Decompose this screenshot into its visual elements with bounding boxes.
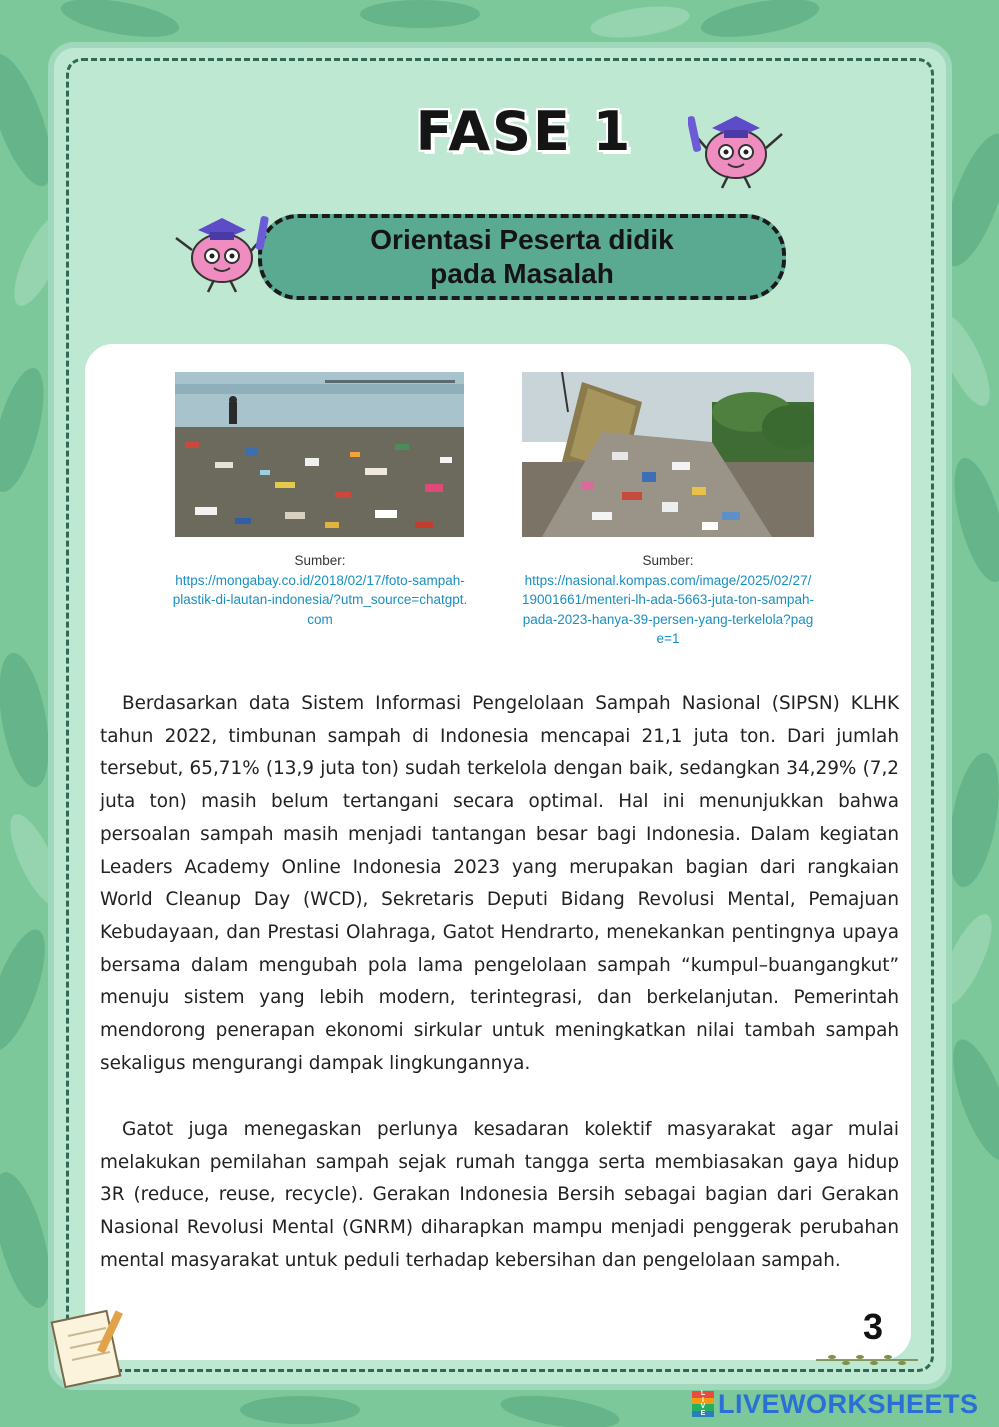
- body-paragraph-2: Gatot juga menegaskan perlunya kesadaran kolektif masyarakat agar mulai melakukan pemilahan sampah sejak rumah tangga serta membiasakan gaya hidup 3R (reduce, reuse, recycle). Gerakan Indonesia Bersih sebagai bagian dari Gerakan Nasional Revolusi Mental (GNRM) diharapkan mampu menjadi penggerak perubahan mental masyarakat untuk peduli terhadap kebersihan dan pengelolaan sampah.: [100, 1119, 899, 1271]
- brain-mascot-icon: [688, 112, 788, 192]
- banner-line-2: pada Masalah: [430, 258, 614, 289]
- section-banner: [258, 214, 786, 300]
- badge-letter: I: [692, 1398, 714, 1405]
- badge-letter: E: [692, 1411, 714, 1418]
- sprig-decoration-icon: [812, 1350, 922, 1368]
- banner-line-1: Orientasi Peserta didik: [370, 224, 674, 255]
- liveworksheets-logo[interactable]: [692, 1388, 979, 1420]
- source-link-2[interactable]: https://nasional.kompas.com/image/2025/02/27/19001661/menteri-lh-ada-5663-juta-ton-sampah-pada-2023-hanya-39-persen-yang-terkelola?page=1: [522, 572, 814, 646]
- notebook-pencil-icon: [50, 1302, 136, 1392]
- body-paragraph-1: Berdasarkan data Sistem Informasi Pengelolaan Sampah Nasional (SIPSN) KLHK tahun 2022, timbunan sampah di Indonesia mencapai 21,1 juta ton. Dari jumlah tersebut, 65,71% (13,9 juta ton) sudah terkelola dengan baik, sedangkan 34,29% (7,2 juta ton) masih belum tertangani secara optimal. Hal ini menunjukkan bahwa persoalan sampah masih menjadi tantangan besar bagi Indonesia. Dalam kegiatan Leaders Academy Online Indonesia 2023 yang merupakan bagian dari rangkaian World Cleanup Day (WCD), Sekretaris Deputi Bidang Revolusi Mental, Pemajuan Kebudayaan, dan Prestasi Olahraga, Gatot Hendrarto, menekankan pentingnya upaya bersama dalam mengubah pola lama pengelolaan sampah “kumpul–buangangkut” menuju sistem yang lebih modern, terintegrasi, dan berkelanjutan. Pemerintah mendorong penerapan ekonomi sirkular untuk meningkatkan nilai tambah sampah sekaligus mengurangi dampak lingkungannya.: [100, 693, 899, 1074]
- source-link-1[interactable]: https://mongabay.co.id/2018/02/17/foto-sampah-plastik-di-lautan-indonesia/?utm_source=chatgpt.com: [172, 572, 468, 627]
- badge-letter: L: [692, 1391, 714, 1398]
- badge-letter: V: [692, 1404, 714, 1411]
- logo-badge-icon: [692, 1391, 714, 1417]
- ocean-plastic-photo: [175, 372, 464, 537]
- brain-mascot-icon: [172, 214, 272, 296]
- photo-caption-1: [170, 551, 470, 629]
- landfill-truck-photo: [522, 372, 814, 537]
- photo-caption-2: [522, 551, 814, 649]
- page-number: 3: [862, 1306, 884, 1347]
- source-label: Sumber:: [294, 553, 346, 568]
- banner-title: [362, 223, 682, 291]
- phase-title: FASE 1: [415, 100, 633, 163]
- logo-wordmark: LIVEWORKSHEETS: [718, 1388, 979, 1419]
- source-label: Sumber:: [642, 553, 694, 568]
